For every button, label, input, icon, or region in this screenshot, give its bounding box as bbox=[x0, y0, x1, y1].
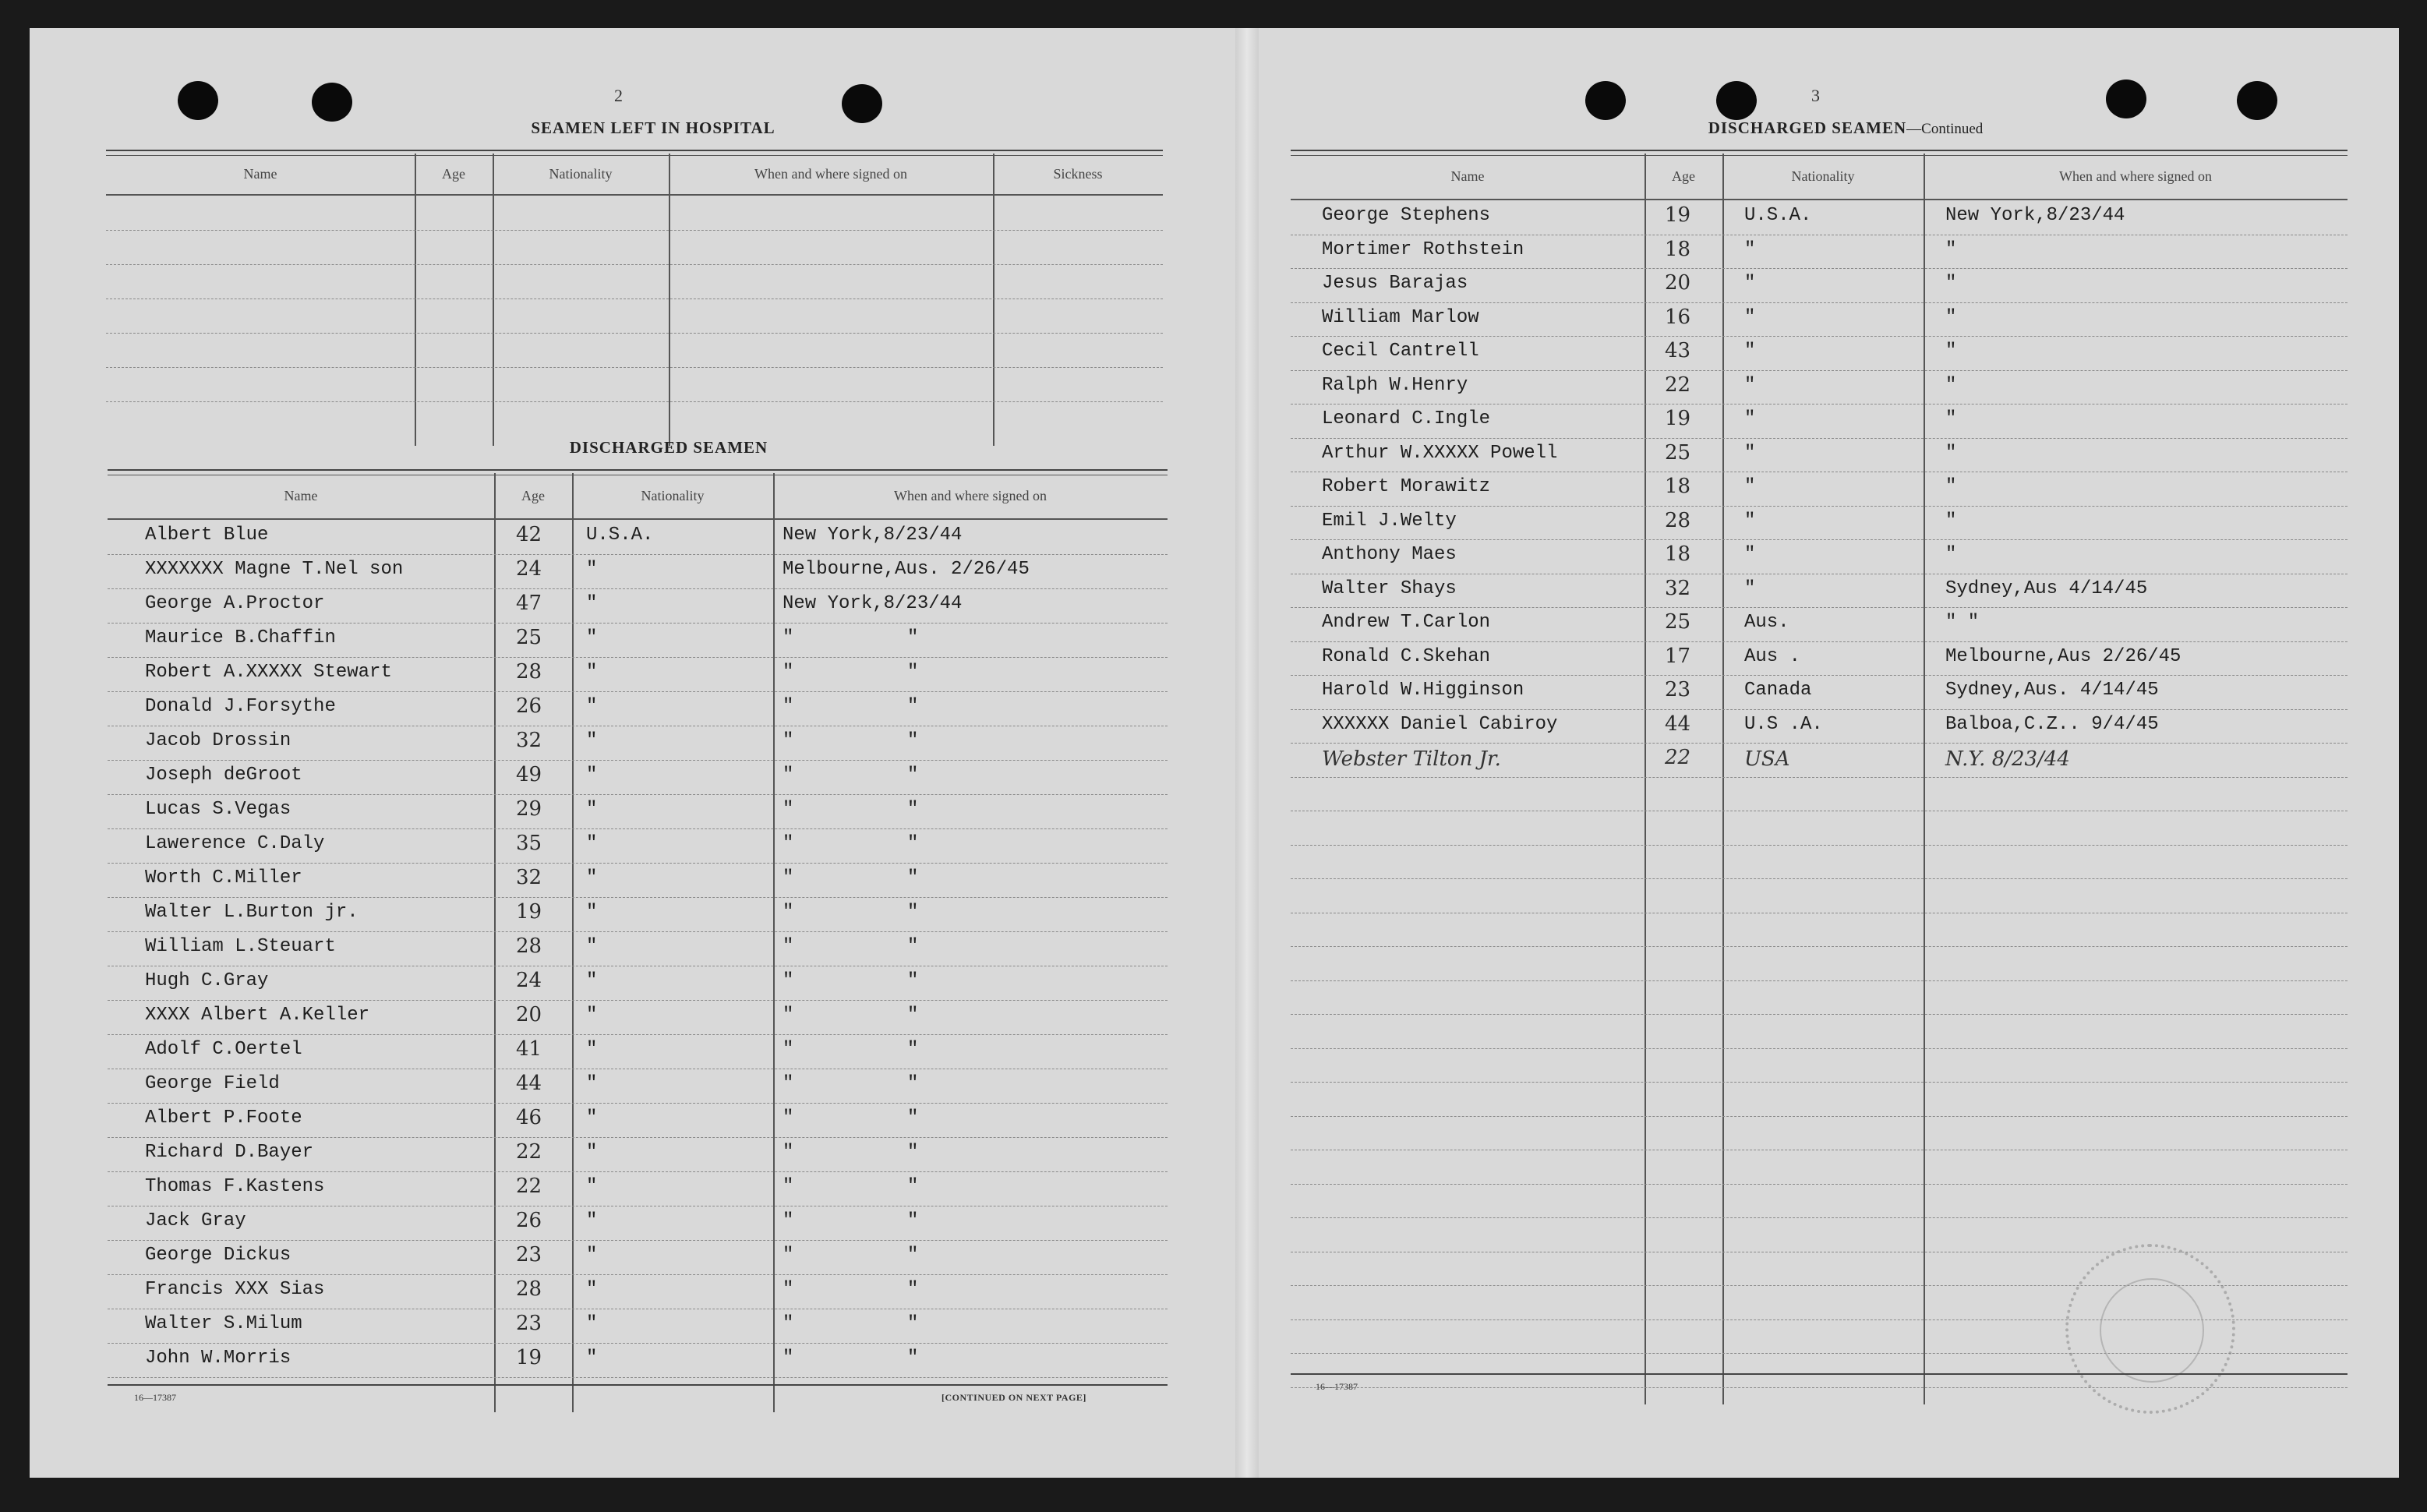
table-row bbox=[1291, 946, 2348, 981]
seaman-name: Maurice B.Chaffin bbox=[145, 627, 336, 648]
signed-on-place: New York,8/23/44 bbox=[783, 525, 963, 546]
seaman-age: 29 bbox=[516, 797, 542, 821]
seaman-nationality: U.S.A. bbox=[1744, 205, 1812, 226]
table-row bbox=[108, 931, 1168, 966]
seaman-age: 23 bbox=[1665, 678, 1691, 701]
signed-on: Sydney,Aus 4/14/45 bbox=[1945, 578, 2148, 599]
seaman-nationality: USA bbox=[1744, 747, 1790, 771]
signed-on: " bbox=[1945, 238, 1957, 260]
table-row bbox=[108, 863, 1168, 898]
seaman-age: 44 bbox=[1665, 712, 1691, 736]
seaman-name: Anthony Maes bbox=[1322, 544, 1457, 565]
seaman-name: Albert Blue bbox=[145, 525, 269, 546]
continued-note: [CONTINUED ON NEXT PAGE] bbox=[941, 1392, 1086, 1403]
seaman-name: George Dickus bbox=[145, 1245, 291, 1266]
signed-on-date: " bbox=[907, 867, 919, 888]
signed-on-date: " bbox=[907, 1210, 919, 1231]
punch-hole bbox=[842, 84, 882, 123]
seaman-age: 19 bbox=[1665, 407, 1691, 430]
signed-on: " bbox=[1945, 442, 1957, 464]
seaman-age: 28 bbox=[516, 934, 542, 958]
seaman-nationality: " bbox=[586, 730, 598, 751]
seaman-name: Jacob Drossin bbox=[145, 730, 291, 751]
seaman-nationality: " bbox=[1744, 476, 1756, 497]
hospital-heading: SEAMEN LEFT IN HOSPITAL bbox=[531, 118, 775, 137]
seaman-nationality: " bbox=[586, 1142, 598, 1163]
signed-on-place: " bbox=[783, 1108, 794, 1129]
seaman-nationality: " bbox=[1744, 273, 1756, 294]
continued-heading-suffix: —Continued bbox=[1906, 121, 1984, 137]
table-row bbox=[108, 520, 1168, 555]
column-header: Age bbox=[1672, 168, 1695, 184]
seaman-nationality: Aus. bbox=[1744, 612, 1789, 633]
seaman-nationality: " bbox=[586, 765, 598, 786]
continued-heading bbox=[1627, 118, 2064, 138]
table-row bbox=[106, 230, 1163, 265]
seaman-name: XXXX Albert A.Keller bbox=[145, 1005, 370, 1026]
table-row bbox=[1291, 336, 2348, 371]
table-row bbox=[108, 1171, 1168, 1206]
seaman-age: 47 bbox=[516, 592, 542, 615]
seaman-nationality: " bbox=[586, 662, 598, 683]
punch-hole bbox=[2237, 81, 2277, 120]
table-row bbox=[108, 1069, 1168, 1104]
signed-on-place: " bbox=[783, 1005, 794, 1026]
signed-on-date: " bbox=[907, 1039, 919, 1060]
seaman-nationality: " bbox=[1744, 306, 1756, 328]
punch-hole bbox=[178, 81, 218, 120]
column-header: When and where signed on bbox=[754, 166, 907, 182]
seaman-age: 22 bbox=[1665, 373, 1691, 397]
seaman-age: 22 bbox=[516, 1140, 542, 1164]
seaman-name: Lawerence C.Daly bbox=[145, 833, 325, 854]
table-row bbox=[108, 828, 1168, 864]
form-number: 16—17387 bbox=[1316, 1381, 1358, 1392]
column-header: Age bbox=[521, 488, 545, 503]
table-row bbox=[1291, 811, 2348, 846]
signed-on-place: " bbox=[783, 627, 794, 648]
table-row bbox=[1291, 235, 2348, 270]
seaman-nationality: " bbox=[586, 1210, 598, 1231]
signed-on-place: " bbox=[783, 1142, 794, 1163]
stamp-inner-ring bbox=[2100, 1278, 2204, 1383]
table-bottom-rule bbox=[1291, 1373, 2348, 1375]
seaman-nationality: " bbox=[586, 1108, 598, 1129]
seaman-age: 22 bbox=[516, 1175, 542, 1198]
seaman-nationality: " bbox=[586, 627, 598, 648]
page-number: 2 bbox=[614, 86, 623, 105]
column-header: Sickness bbox=[1053, 166, 1103, 182]
table-row bbox=[1291, 268, 2348, 303]
signed-on-place: " bbox=[783, 662, 794, 683]
table-row bbox=[108, 1034, 1168, 1069]
table-row bbox=[1291, 506, 2348, 541]
seaman-name: Jack Gray bbox=[145, 1210, 246, 1231]
table-row bbox=[106, 333, 1163, 368]
table-row bbox=[1291, 302, 2348, 337]
table-row bbox=[1291, 980, 2348, 1016]
continued-heading-title: DISCHARGED SEAMEN bbox=[1708, 118, 1907, 137]
seaman-name: William L.Steuart bbox=[145, 936, 336, 957]
seaman-name: Joseph deGroot bbox=[145, 765, 302, 786]
seaman-name: Donald J.Forsythe bbox=[145, 696, 336, 717]
seaman-name: Arthur W.XXXXX Powell bbox=[1322, 442, 1558, 464]
signed-on: " bbox=[1945, 273, 1957, 294]
table-row bbox=[1291, 641, 2348, 677]
table-row bbox=[1291, 404, 2348, 439]
seaman-name: Thomas F.Kastens bbox=[145, 1176, 325, 1197]
table-header bbox=[106, 154, 1163, 196]
seaman-nationality: " bbox=[1744, 544, 1756, 565]
seaman-age: 18 bbox=[1665, 237, 1691, 261]
seaman-name: Richard D.Bayer bbox=[145, 1142, 314, 1163]
seaman-nationality: " bbox=[586, 1313, 598, 1334]
seaman-name: Robert Morawitz bbox=[1322, 476, 1491, 497]
seaman-age: 41 bbox=[516, 1037, 542, 1061]
signed-on-place: " bbox=[783, 696, 794, 717]
seaman-age: 26 bbox=[516, 694, 542, 718]
seaman-age: 22 bbox=[1665, 746, 1691, 769]
discharged-continued-table bbox=[1291, 150, 2348, 1404]
signed-on: New York,8/23/44 bbox=[1945, 205, 2125, 226]
table-row bbox=[1291, 574, 2348, 609]
signed-on-place: " bbox=[783, 799, 794, 820]
seaman-nationality: " bbox=[586, 1039, 598, 1060]
signed-on: N.Y. 8/23/44 bbox=[1945, 747, 2070, 771]
seaman-nationality: U.S .A. bbox=[1744, 713, 1823, 735]
seaman-name: George A.Proctor bbox=[145, 593, 325, 614]
signed-on: " " bbox=[1945, 612, 1980, 633]
seaman-nationality: " bbox=[586, 1073, 598, 1094]
table-row bbox=[1291, 878, 2348, 913]
signed-on-date: " bbox=[907, 662, 919, 683]
signed-on-place: " bbox=[783, 1039, 794, 1060]
received-stamp bbox=[2065, 1244, 2235, 1414]
page-gutter bbox=[1235, 28, 1259, 1478]
table-row bbox=[108, 1000, 1168, 1035]
seaman-name: Harold W.Higginson bbox=[1322, 680, 1524, 701]
table-row bbox=[108, 588, 1168, 624]
signed-on: Sydney,Aus. 4/14/45 bbox=[1945, 680, 2159, 701]
seaman-age: 28 bbox=[516, 660, 542, 684]
table-row bbox=[1291, 370, 2348, 405]
column-header: Age bbox=[442, 166, 465, 182]
column-header: When and where signed on bbox=[2059, 168, 2212, 184]
seaman-nationality: " bbox=[586, 1279, 598, 1300]
hospital-table bbox=[106, 150, 1163, 446]
signed-on-date: " bbox=[907, 765, 919, 786]
table-row bbox=[1291, 438, 2348, 473]
seaman-nationality: " bbox=[1744, 578, 1756, 599]
table-row bbox=[106, 196, 1163, 231]
seaman-name: Walter Shays bbox=[1322, 578, 1457, 599]
table-row bbox=[108, 760, 1168, 795]
table-row bbox=[1291, 1116, 2348, 1151]
table-row bbox=[1291, 845, 2348, 880]
column-header: Name bbox=[1450, 168, 1485, 184]
signed-on-place: " bbox=[783, 1210, 794, 1231]
seaman-age: 23 bbox=[516, 1312, 542, 1335]
table-header bbox=[108, 473, 1168, 520]
signed-on: Melbourne,Aus 2/26/45 bbox=[1945, 645, 2181, 667]
signed-on-place: Melbourne,Aus. 2/26/45 bbox=[783, 559, 1030, 580]
seaman-nationality: " bbox=[1744, 510, 1756, 532]
signed-on-date: " bbox=[907, 1279, 919, 1300]
table-row bbox=[1291, 607, 2348, 642]
manifest-sheet bbox=[30, 28, 2399, 1478]
signed-on-date: " bbox=[907, 1073, 919, 1094]
table-row bbox=[108, 1343, 1168, 1378]
seaman-age: 32 bbox=[1665, 576, 1691, 600]
seaman-nationality: " bbox=[586, 1176, 598, 1197]
seaman-age: 24 bbox=[516, 969, 542, 992]
seaman-name: Worth C.Miller bbox=[145, 867, 302, 888]
seaman-name: Cecil Cantrell bbox=[1322, 341, 1479, 362]
seaman-name: XXXXXXX Magne T.Nel son bbox=[145, 559, 404, 580]
seaman-age: 42 bbox=[516, 523, 542, 546]
seaman-name: Lucas S.Vegas bbox=[145, 799, 291, 820]
column-header: Nationality bbox=[641, 488, 705, 503]
seaman-name: Ronald C.Skehan bbox=[1322, 645, 1491, 667]
seaman-age: 19 bbox=[516, 1346, 542, 1369]
table-row bbox=[1291, 743, 2348, 778]
signed-on-place: " bbox=[783, 730, 794, 751]
punch-hole bbox=[1585, 81, 1626, 120]
seaman-name: George Stephens bbox=[1322, 205, 1491, 226]
seaman-nationality: " bbox=[586, 902, 598, 923]
column-header: When and where signed on bbox=[894, 488, 1047, 503]
seaman-nationality: " bbox=[586, 833, 598, 854]
seaman-name: Ralph W.Henry bbox=[1322, 374, 1468, 396]
seaman-age: 32 bbox=[516, 866, 542, 889]
seaman-age: 35 bbox=[516, 832, 542, 855]
seaman-nationality: " bbox=[1744, 374, 1756, 396]
signed-on-place: " bbox=[783, 1245, 794, 1266]
seaman-nationality: " bbox=[586, 696, 598, 717]
signed-on-place: " bbox=[783, 833, 794, 854]
signed-on: " bbox=[1945, 374, 1957, 396]
seaman-nationality: " bbox=[1744, 341, 1756, 362]
seaman-age: 20 bbox=[1665, 271, 1691, 295]
table-row bbox=[108, 623, 1168, 658]
signed-on: " bbox=[1945, 306, 1957, 328]
signed-on-date: " bbox=[907, 1313, 919, 1334]
table-row bbox=[108, 1240, 1168, 1275]
signed-on-date: " bbox=[907, 936, 919, 957]
punch-hole bbox=[2106, 79, 2146, 118]
seaman-name: George Field bbox=[145, 1073, 280, 1094]
seaman-name: Adolf C.Oertel bbox=[145, 1039, 302, 1060]
signed-on-date: " bbox=[907, 627, 919, 648]
seaman-age: 17 bbox=[1665, 644, 1691, 668]
seaman-age: 20 bbox=[516, 1003, 542, 1026]
seaman-name: Leonard C.Ingle bbox=[1322, 408, 1491, 429]
signed-on-date: " bbox=[907, 970, 919, 991]
table-row bbox=[108, 657, 1168, 692]
signed-on-place: " bbox=[783, 936, 794, 957]
seaman-nationality: " bbox=[1744, 408, 1756, 429]
seaman-name: Walter L.Burton jr. bbox=[145, 902, 359, 923]
table-row bbox=[1291, 1014, 2348, 1049]
seaman-age: 18 bbox=[1665, 475, 1691, 498]
table-row bbox=[1291, 200, 2348, 235]
table-row bbox=[108, 966, 1168, 1001]
page-number: 3 bbox=[1811, 86, 1820, 105]
table-row bbox=[108, 691, 1168, 726]
seaman-nationality: " bbox=[586, 1245, 598, 1266]
signed-on-date: " bbox=[907, 1176, 919, 1197]
table-row bbox=[106, 299, 1163, 334]
column-header: Name bbox=[284, 488, 318, 503]
table-row bbox=[1291, 1048, 2348, 1083]
signed-on-place: " bbox=[783, 902, 794, 923]
signed-on-date: " bbox=[907, 1108, 919, 1129]
table-row bbox=[108, 897, 1168, 932]
signed-on: " bbox=[1945, 544, 1957, 565]
seaman-nationality: " bbox=[1744, 442, 1756, 464]
seaman-name: John W.Morris bbox=[145, 1348, 291, 1369]
signed-on-date: " bbox=[907, 1348, 919, 1369]
form-number: 16—17387 bbox=[134, 1392, 176, 1403]
table-row bbox=[108, 1206, 1168, 1241]
table-row bbox=[1291, 1082, 2348, 1117]
signed-on-date: " bbox=[907, 696, 919, 717]
signed-on: " bbox=[1945, 341, 1957, 362]
signed-on-place: " bbox=[783, 1176, 794, 1197]
seaman-nationality: " bbox=[586, 970, 598, 991]
seaman-nationality: " bbox=[586, 799, 598, 820]
seaman-name: Webster Tilton Jr. bbox=[1322, 747, 1501, 771]
seaman-name: Albert P.Foote bbox=[145, 1108, 302, 1129]
signed-on: " bbox=[1945, 510, 1957, 532]
punch-hole bbox=[312, 83, 352, 122]
seaman-age: 19 bbox=[516, 900, 542, 924]
seaman-nationality: " bbox=[586, 593, 598, 614]
seaman-name: Robert A.XXXXX Stewart bbox=[145, 662, 392, 683]
seaman-age: 46 bbox=[516, 1106, 542, 1129]
signed-on-date: " bbox=[907, 902, 919, 923]
table-row bbox=[108, 1103, 1168, 1138]
signed-on-place: " bbox=[783, 1073, 794, 1094]
seaman-name: Mortimer Rothstein bbox=[1322, 238, 1524, 260]
signed-on-place: New York,8/23/44 bbox=[783, 593, 963, 614]
seaman-age: 19 bbox=[1665, 203, 1691, 227]
seaman-age: 32 bbox=[516, 729, 542, 752]
table-row bbox=[108, 554, 1168, 589]
seaman-nationality: " bbox=[586, 936, 598, 957]
seaman-age: 43 bbox=[1665, 339, 1691, 362]
seaman-nationality: Aus . bbox=[1744, 645, 1801, 667]
table-row bbox=[108, 726, 1168, 761]
signed-on-date: " bbox=[907, 833, 919, 854]
seaman-age: 26 bbox=[516, 1209, 542, 1232]
seaman-name: Andrew T.Carlon bbox=[1322, 612, 1491, 633]
table-row bbox=[1291, 709, 2348, 744]
column-header: Nationality bbox=[1791, 168, 1855, 184]
table-row bbox=[108, 1137, 1168, 1172]
table-row bbox=[1291, 472, 2348, 507]
discharged-table bbox=[108, 469, 1168, 1412]
punch-hole bbox=[1716, 81, 1757, 120]
signed-on-place: " bbox=[783, 765, 794, 786]
seaman-age: 25 bbox=[516, 626, 542, 649]
seaman-name: Emil J.Welty bbox=[1322, 510, 1457, 532]
table-row bbox=[108, 1274, 1168, 1309]
signed-on: " bbox=[1945, 408, 1957, 429]
signed-on-place: " bbox=[783, 1279, 794, 1300]
seaman-nationality: " bbox=[1744, 238, 1756, 260]
table-row bbox=[106, 264, 1163, 299]
seaman-age: 16 bbox=[1665, 305, 1691, 329]
seaman-age: 44 bbox=[516, 1072, 542, 1095]
seaman-name: Walter S.Milum bbox=[145, 1313, 302, 1334]
table-row bbox=[1291, 913, 2348, 948]
table-row bbox=[1291, 1150, 2348, 1185]
seaman-name: William Marlow bbox=[1322, 306, 1479, 328]
seaman-age: 25 bbox=[1665, 440, 1691, 465]
signed-on-date: " bbox=[907, 799, 919, 820]
column-header: Nationality bbox=[549, 166, 613, 182]
seaman-age: 49 bbox=[516, 763, 542, 786]
seaman-age: 18 bbox=[1665, 542, 1691, 566]
signed-on: Balboa,C.Z.. 9/4/45 bbox=[1945, 713, 2159, 735]
seaman-name: Francis XXX Sias bbox=[145, 1279, 325, 1300]
signed-on-date: " bbox=[907, 1005, 919, 1026]
seaman-age: 23 bbox=[516, 1243, 542, 1266]
table-row bbox=[1291, 539, 2348, 574]
discharged-heading: DISCHARGED SEAMEN bbox=[569, 438, 768, 457]
table-row bbox=[1291, 777, 2348, 812]
signed-on-place: " bbox=[783, 1313, 794, 1334]
seaman-name: Jesus Barajas bbox=[1322, 273, 1468, 294]
signed-on-place: " bbox=[783, 867, 794, 888]
signed-on-place: " bbox=[783, 970, 794, 991]
seaman-name: XXXXXX Daniel Cabiroy bbox=[1322, 713, 1558, 735]
seaman-age: 28 bbox=[516, 1277, 542, 1301]
seaman-nationality: " bbox=[586, 559, 598, 580]
signed-on-date: " bbox=[907, 730, 919, 751]
seaman-nationality: " bbox=[586, 867, 598, 888]
table-row bbox=[108, 1309, 1168, 1344]
seaman-age: 28 bbox=[1665, 508, 1691, 532]
seaman-nationality: Canada bbox=[1744, 680, 1812, 701]
table-row bbox=[1291, 1217, 2348, 1252]
table-row bbox=[1291, 675, 2348, 710]
table-row bbox=[106, 367, 1163, 402]
seaman-nationality: " bbox=[586, 1005, 598, 1026]
seaman-age: 25 bbox=[1665, 610, 1691, 634]
seaman-age: 24 bbox=[516, 557, 542, 581]
column-header: Name bbox=[243, 166, 277, 182]
seaman-nationality: " bbox=[586, 1348, 598, 1369]
table-bottom-rule bbox=[108, 1384, 1168, 1386]
signed-on-place: " bbox=[783, 1348, 794, 1369]
seaman-nationality: U.S.A. bbox=[586, 525, 654, 546]
table-row bbox=[1291, 1184, 2348, 1219]
table-header bbox=[1291, 154, 2348, 200]
signed-on-date: " bbox=[907, 1142, 919, 1163]
signed-on-date: " bbox=[907, 1245, 919, 1266]
signed-on: " bbox=[1945, 476, 1957, 497]
seaman-name: Hugh C.Gray bbox=[145, 970, 269, 991]
table-row bbox=[108, 794, 1168, 829]
